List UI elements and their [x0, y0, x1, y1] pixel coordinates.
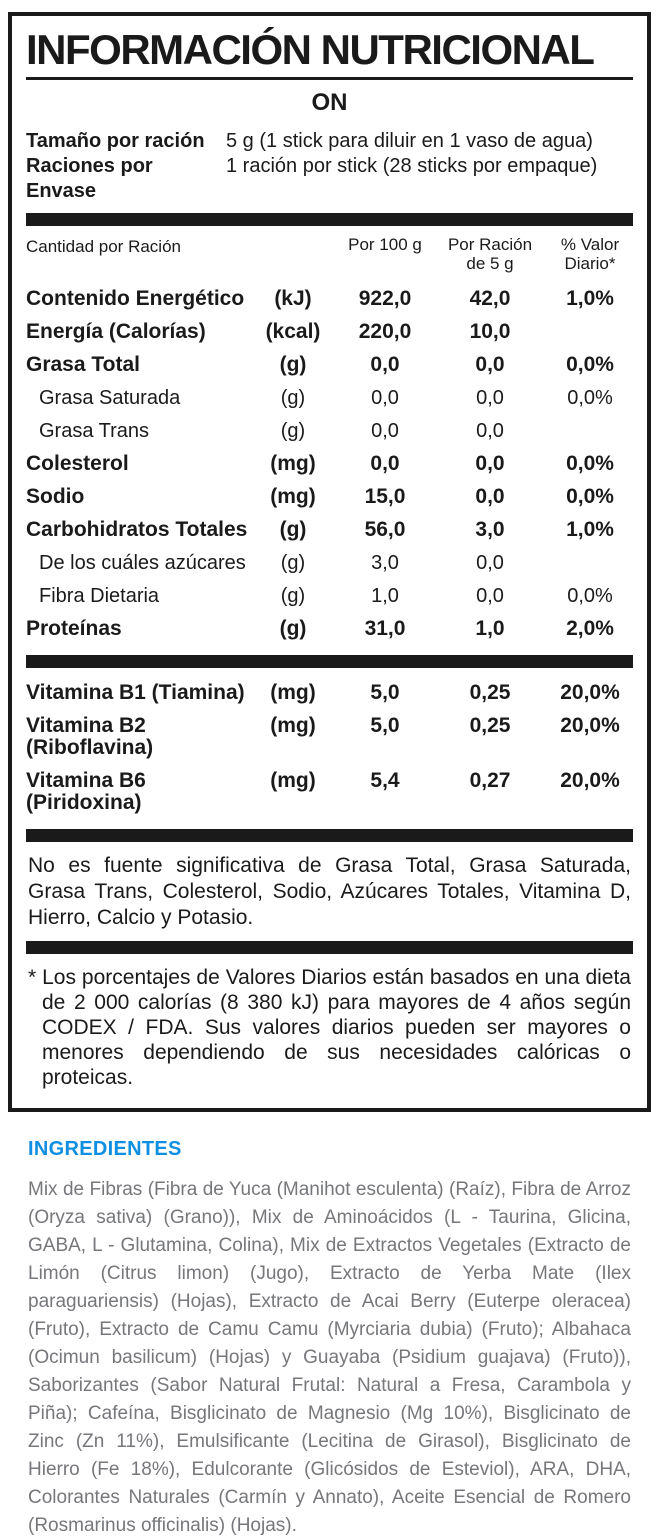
nutrient-unit: (g)	[280, 420, 306, 443]
nutrient-unit: (g)	[279, 518, 307, 542]
nutrient-daily-value: 20,0%	[560, 714, 620, 738]
nutrient-daily-value: 0,0%	[567, 387, 613, 410]
nutrient-daily-value: 20,0%	[560, 681, 620, 705]
serving-info	[26, 129, 633, 204]
divider-bar-vitamins	[26, 829, 633, 842]
nutrient-per-100g: 922,0	[358, 287, 412, 311]
nutrient-per-100g: 3,0	[371, 552, 399, 575]
nutrient-daily-value: 2,0%	[566, 617, 614, 641]
nutrient-daily-value: 0,0%	[566, 452, 614, 476]
nutrient-per-100g: 0,0	[370, 452, 400, 476]
nutrient-name: Grasa Saturada	[39, 387, 181, 410]
nutrient-unit: (mg)	[270, 769, 316, 793]
nutrient-per-serving: 0,25	[469, 714, 511, 738]
daily-value-footnote	[28, 965, 631, 1090]
nutrient-name: Vitamina B2 (Riboflavina)	[26, 714, 154, 760]
nutrient-daily-value: 1,0%	[566, 518, 614, 542]
nutrient-unit: (g)	[279, 617, 307, 641]
serving-size-label: Tamaño por ración	[26, 130, 205, 153]
serving-size-value: 5 g (1 stick para diluir en 1 vaso de agua)	[226, 130, 593, 153]
nutrient-per-serving: 1,0	[475, 617, 505, 641]
ingredients-text: Mix de Fibras (Fibra de Yuca (Manihot esculenta) (Raíz), Fibra de Arroz (Oryza sativa) (Grano)), Mix de Aminoácidos (L - Taurina, Glicina, GABA, L - Glutamina, Colina), Mix de Extractos Vegetales (Extracto de Limón (Citrus limon) (Jugo), Extracto de Yerba Mate (Ilex paraguariensis) (Hojas), Extracto de Acai Berry (Euterpe oleracea) (Fruto), Extracto de Camu Camu (Myrciaria dubia) (Fruto); Albahaca (Ocimun basilicum) (Hojas) y Guayaba (Psidium guajava) (Fruto)), Saborizantes (Sabor Natural Frutal: Natural a Fresa, Carambola y Piña); Cafeína, Bisglicinato de Magnesio (Mg 10%), Bisglicinato de Zinc (Zn 11%), Emulsificante (Lecitina de Girasol), Bisglicinato de Hierro (Fe 18%), Edulcorante (Glicósidos de Esteviol), ARA, DHA, Colorantes Naturales (Carmín y Annato), Aceite Esencial de Romero (Rosmarinus officinalis) (Hojas).	[28, 1179, 631, 1537]
nutrient-unit: (kJ)	[274, 287, 312, 311]
title-rule	[26, 77, 633, 80]
vitamin-rows	[26, 677, 633, 820]
nutrient-daily-value: 0,0%	[567, 585, 613, 608]
servings-per-container-row	[26, 154, 633, 204]
nutrient-unit: (g)	[280, 552, 306, 575]
nutrient-per-serving: 10,0	[469, 320, 511, 344]
nutrient-per-serving: 0,0	[476, 552, 504, 575]
table-row	[26, 710, 633, 765]
table-row	[26, 283, 633, 316]
header-unit-column	[249, 235, 337, 273]
nutrient-per-100g: 220,0	[358, 320, 412, 344]
ingredients-heading: INGREDIENTES	[28, 1138, 182, 1161]
nutrient-per-serving: 0,0	[476, 585, 504, 608]
nutrient-per-100g: 5,4	[370, 769, 400, 793]
nutrient-per-100g: 31,0	[364, 617, 406, 641]
table-row	[26, 514, 633, 547]
divider-bar-middle	[26, 655, 633, 668]
nutrient-unit: (g)	[280, 387, 306, 410]
nutrient-per-serving: 0,0	[475, 353, 505, 377]
nutrient-per-serving: 0,0	[476, 420, 504, 443]
nutrient-name: Contenido Energético	[26, 287, 245, 311]
nutrient-per-serving: 0,0	[475, 485, 505, 509]
table-row	[26, 415, 633, 448]
nutrient-per-serving: 0,27	[469, 769, 511, 793]
nutrient-daily-value: 1,0%	[566, 287, 614, 311]
header-amount-per-serving: Cantidad por Ración	[26, 237, 181, 257]
nutrient-per-serving: 3,0	[475, 518, 505, 542]
footnote-text: Los porcentajes de Valores Diarios están basados en una dieta de 2 000 calorías (8 380 kJ) para mayores de 4 años según CODEX / FDA. Sus valores diarios pueden ser mayores o menores dependiendo de sus necesidades calóricas o proteicas.	[42, 966, 631, 1090]
nutrition-facts-panel	[8, 12, 651, 1112]
nutrient-per-100g: 5,0	[370, 681, 400, 705]
nutrient-per-100g: 1,0	[371, 585, 399, 608]
table-row	[26, 547, 633, 580]
nutrient-name: Proteínas	[26, 617, 122, 641]
nutrient-name: Vitamina B6 (Piridoxina)	[26, 769, 146, 815]
nutrient-daily-value: 0,0%	[566, 353, 614, 377]
header-per-serving: Por Ración de 5 g	[447, 235, 533, 274]
nutrient-daily-value: 20,0%	[560, 769, 620, 793]
servings-per-container-value: 1 ración por stick (28 sticks por empaque)	[226, 155, 598, 178]
table-row	[26, 677, 633, 710]
divider-bar-top	[26, 213, 633, 226]
nutrient-unit: (mg)	[270, 681, 316, 705]
not-significant-source-note: No es fuente significativa de Grasa Total, Grasa Saturada, Grasa Trans, Colesterol, Sodio, Azúcares Totales, Vitamina D, Hierro, Calcio y Potasio.	[28, 854, 631, 930]
table-row	[26, 382, 633, 415]
nutrient-unit: (g)	[279, 353, 307, 377]
nutrient-per-100g: 0,0	[370, 353, 400, 377]
nutrient-per-100g: 15,0	[364, 485, 406, 509]
nutrient-unit: (g)	[280, 585, 306, 608]
nutrient-per-serving: 0,25	[469, 681, 511, 705]
nutrient-unit: (mg)	[270, 485, 316, 509]
nutrient-unit: (mg)	[270, 452, 316, 476]
serving-size-row	[26, 129, 633, 154]
nutrient-name: Grasa Trans	[39, 420, 150, 443]
nutrient-name: Carbohidratos Totales	[26, 518, 248, 542]
nutrient-rows	[26, 283, 633, 646]
nutrient-per-100g: 0,0	[371, 420, 399, 443]
nutrient-per-100g: 56,0	[364, 518, 406, 542]
nutrient-per-serving: 42,0	[469, 287, 511, 311]
nutrient-per-100g: 5,0	[370, 714, 400, 738]
table-row	[26, 580, 633, 613]
nutrient-name: Energía (Calorías)	[26, 320, 206, 344]
nutrient-per-serving: 0,0	[476, 387, 504, 410]
table-row	[26, 448, 633, 481]
nutrient-name: Sodio	[26, 485, 85, 509]
nutrient-name: Grasa Total	[26, 353, 140, 377]
nutrient-name: Fibra Dietaria	[39, 585, 160, 608]
nutrient-name: Colesterol	[26, 452, 129, 476]
brand-name: ON	[311, 89, 348, 117]
nutrient-unit: (kcal)	[265, 320, 321, 344]
nutrient-unit: (mg)	[270, 714, 316, 738]
footnote-asterisk: *	[28, 966, 37, 990]
panel-title: INFORMACIÓN NUTRICIONAL	[26, 26, 594, 73]
table-row	[26, 316, 633, 349]
table-row	[26, 613, 633, 646]
header-daily-value: % Valor Diario*	[560, 235, 620, 274]
nutrient-name: De los cuáles azúcares	[39, 552, 246, 575]
header-per-100g: Por 100 g	[348, 235, 422, 255]
ingredients-section	[28, 1138, 631, 1540]
nutrient-per-serving: 0,0	[475, 452, 505, 476]
table-row	[26, 349, 633, 382]
table-header-row	[26, 235, 633, 273]
table-row	[26, 481, 633, 514]
table-row	[26, 765, 633, 820]
nutrient-name: Vitamina B1 (Tiamina)	[26, 681, 245, 705]
nutrient-per-100g: 0,0	[371, 387, 399, 410]
divider-bar-bottom	[26, 941, 633, 954]
servings-per-container-label: Raciones por Envase	[26, 155, 153, 203]
nutrient-daily-value: 0,0%	[566, 485, 614, 509]
